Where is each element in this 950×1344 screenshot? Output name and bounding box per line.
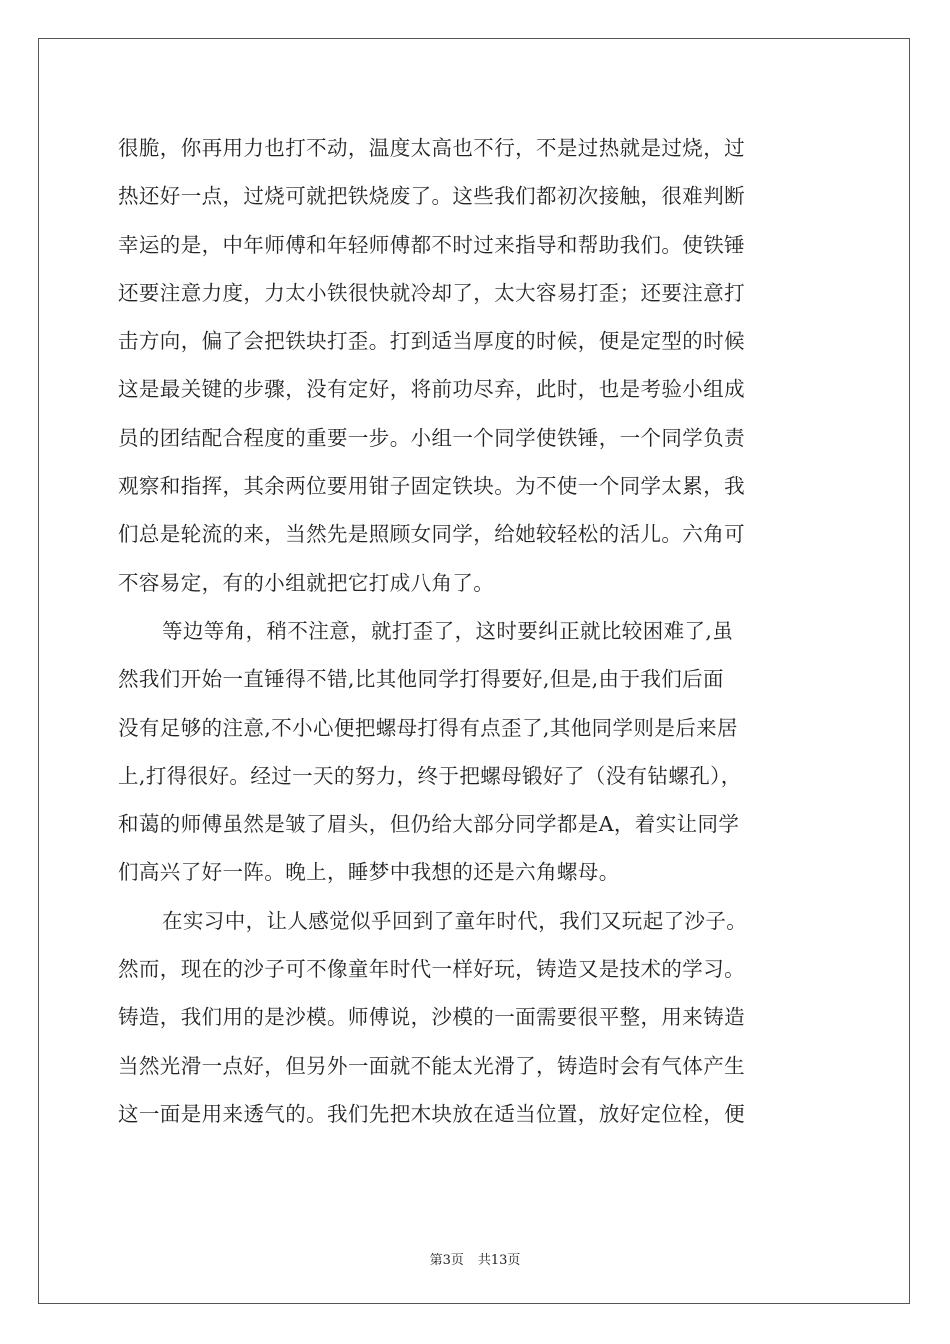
text-line: 击方向，偏了会把铁块打歪。打到适当厚度的时候，便是定型的时候 [118,329,745,354]
text-line: 和蔼的师傅虽然是皱了眉头，但仍给大部分同学都是A，着实让同学 [118,812,740,837]
page-total: 共13页 [477,1253,521,1268]
text-line: 观察和指挥，其余两位要用钳子固定铁块。为不使一个同学太累，我 [118,474,745,499]
text-line: 没有足够的注意,不小心便把螺母打得有点歪了,其他同学则是后来居 [118,715,738,740]
text-line: 们高兴了好一阵。晚上，睡梦中我想的还是六角螺母。 [118,860,620,885]
text-line: 在实习中，让人感觉似乎回到了童年时代，我们又玩起了沙子。 [162,908,748,933]
text-line: 热还好一点，过烧可就把铁烧废了。这些我们都初次接触，很难判断 [118,184,745,209]
page-footer [0,1249,950,1268]
text-line: 不容易定，有的小组就把它打成八角了。 [118,570,495,595]
text-line: 幸运的是，中年师傅和年轻师傅都不时过来指导和帮助我们。使铁锤 [118,232,745,257]
text-line: 上,打得很好。经过一天的努力，终于把螺母锻好了（没有钻螺孔）， [118,763,742,788]
text-line: 这是最关键的步骤，没有定好，将前功尽弃，此时，也是考验小组成 [118,377,745,402]
text-line: 当然光滑一点好，但另外一面就不能太光滑了，铸造时会有气体产生 [118,1053,745,1078]
text-line: 员的团结配合程度的重要一步。小组一个同学使铁锤，一个同学负责 [118,425,745,450]
text-line: 这一面是用来透气的。我们先把木块放在适当位置，放好定位栓，便 [118,1101,745,1126]
document-body [118,124,834,1138]
text-line: 然而，现在的沙子可不像童年时代一样好玩，铸造又是技术的学习。 [118,957,745,982]
text-line: 等边等角，稍不注意，就打歪了，这时要纠正就比较困难了,虽 [162,618,734,643]
text-line: 还要注意力度，力太小铁很快就冷却了，太大容易打歪；还要注意打 [118,280,745,305]
text-line: 们总是轮流的来，当然先是照顾女同学，给她较轻松的活儿。六角可 [118,522,745,547]
text-line: 很脆，你再用力也打不动，温度太高也不行，不是过热就是过烧，过 [118,136,745,160]
page-number: 第3页 [429,1253,464,1268]
text-line: 铸造，我们用的是沙模。师傅说，沙模的一面需要很平整，用来铸造 [118,1005,745,1030]
text-line: 然我们开始一直锤得不错,比其他同学打得要好,但是,由于我们后面 [118,667,724,692]
